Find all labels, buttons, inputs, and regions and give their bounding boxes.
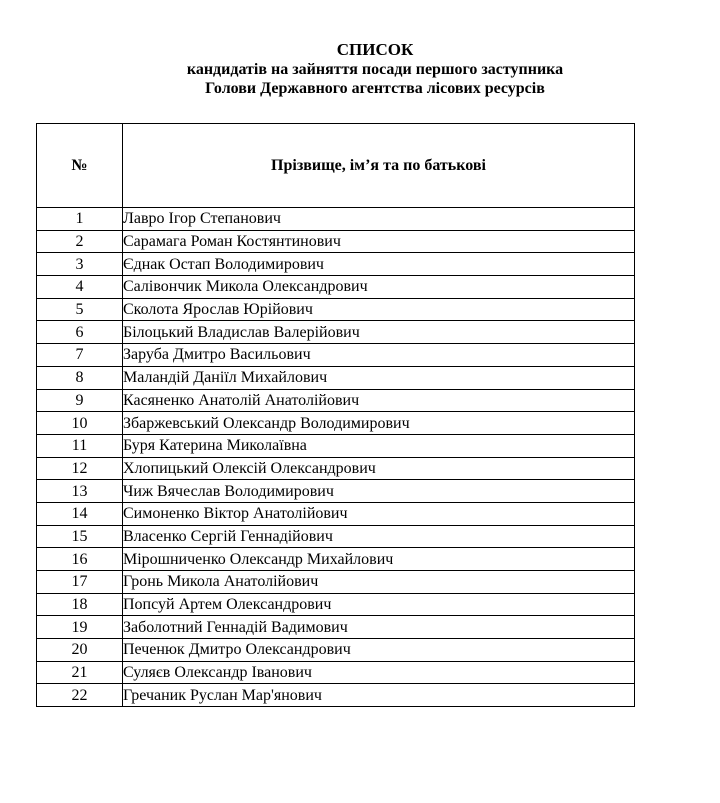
table-row [37,661,635,684]
row-number: 11 [37,434,123,457]
candidate-name: Попсуй Артем Олександрович [123,593,635,616]
candidate-name: Симоненко Віктор Анатолійович [123,502,635,525]
column-header-number: № [37,124,123,208]
candidate-name: Салівончик Микола Олександрович [123,276,635,299]
candidate-name: Хлопицький Олексій Олександрович [123,457,635,480]
row-number: 5 [37,298,123,321]
table-row [37,571,635,594]
document-title: СПИСОК [336,40,414,59]
row-number: 22 [37,684,123,707]
candidate-name: Сколота Ярослав Юрійович [123,298,635,321]
candidate-name: Лавро Ігор Степанович [123,208,635,231]
candidate-name: Чиж Вячеслав Володимирович [123,480,635,503]
candidate-name: Збаржевський Олександр Володимирович [123,412,635,435]
table-row [37,502,635,525]
candidate-name: Сарамага Роман Костянтинович [123,230,635,253]
candidate-name: Касяненко Анатолій Анатолійович [123,389,635,412]
row-number: 2 [37,230,123,253]
document-header [0,40,720,98]
table-row [37,253,635,276]
table-row [37,412,635,435]
row-number: 20 [37,639,123,662]
row-number: 17 [37,571,123,594]
table-row [37,616,635,639]
table-row [37,639,635,662]
row-number: 10 [37,412,123,435]
candidate-name: Заболотний Геннадій Вадимович [123,616,635,639]
table-row [37,230,635,253]
candidate-name: Маландій Даніїл Михайлович [123,366,635,389]
table-row [37,480,635,503]
table-row [37,457,635,480]
candidate-name: Гречаник Руслан Мар'янович [123,684,635,707]
candidate-name: Суляєв Олександр Іванович [123,661,635,684]
table-row [37,389,635,412]
row-number: 1 [37,208,123,231]
table-row [37,593,635,616]
table-row [37,684,635,707]
candidate-name: Мірошниченко Олександр Михайлович [123,548,635,571]
candidate-name: Заруба Дмитро Васильович [123,344,635,367]
row-number: 18 [37,593,123,616]
column-header-name: Прізвище, ім’я та по батькові [123,124,635,208]
candidate-name: Гронь Микола Анатолійович [123,571,635,594]
row-number: 13 [37,480,123,503]
row-number: 9 [37,389,123,412]
candidate-name: Єднак Остап Володимирович [123,253,635,276]
table-row [37,298,635,321]
table-row [37,208,635,231]
table-row [37,434,635,457]
row-number: 14 [37,502,123,525]
candidate-name: Власенко Сергій Геннадійович [123,525,635,548]
row-number: 16 [37,548,123,571]
row-number: 8 [37,366,123,389]
candidate-name: Білоцький Владислав Валерійович [123,321,635,344]
table-row [37,276,635,299]
row-number: 3 [37,253,123,276]
candidates-table [36,123,635,707]
row-number: 4 [37,276,123,299]
row-number: 7 [37,344,123,367]
table-header-row [37,124,635,208]
table-row [37,321,635,344]
row-number: 15 [37,525,123,548]
document-subtitle-line-1: кандидатів на зайняття посади першого заступника [186,61,564,78]
document-subtitle-line-2: Голови Державного агентства лісових ресурсів [205,80,545,97]
row-number: 19 [37,616,123,639]
candidate-name: Буря Катерина Миколаївна [123,434,635,457]
row-number: 12 [37,457,123,480]
row-number: 6 [37,321,123,344]
table-row [37,344,635,367]
table-row [37,548,635,571]
table-row [37,366,635,389]
candidate-name: Печенюк Дмитро Олександрович [123,639,635,662]
row-number: 21 [37,661,123,684]
table-row [37,525,635,548]
